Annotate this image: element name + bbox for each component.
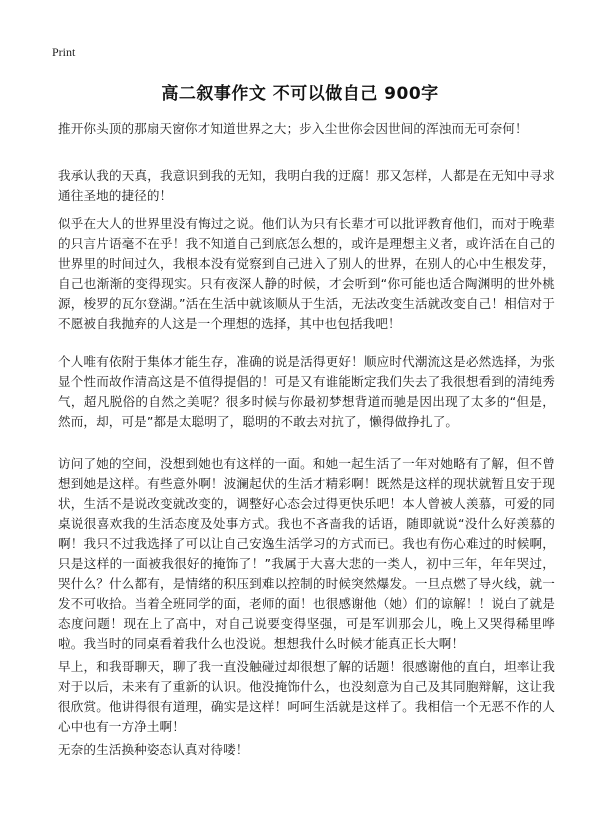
paragraph: 推开你头顶的那扇天窗你才知道世界之大；步入尘世你会因世间的浑浊而无可奈何！ xyxy=(58,121,528,136)
paragraph: 似乎在大人的世界里没有悔过之说。他们认为只有长辈才可以批评教育他们，而对于晚辈的只言片语毫不在乎！我不知道自己到底怎么想的，或许是理想主义者，或许活在自己的世界里的时间过久，我根本没有觉察到自己进入了别人的世界，在别人的心中生根发芽，自己也渐渐的变得现实。只有夜深人静的时候，才会听到“你可能也适合陶渊明的世外桃源，梭罗的瓦尔登湖。”活在生活中就该顺从于生活，无法改变生活就改变自己！相信对于不愿被自我抛弃的人这是一个理想的选择，其中也包括我吧！ xyxy=(58,216,555,331)
paragraph: 早上，和我哥聊天，聊了我一直没触碰过却很想了解的话题！很感谢他的直白，坦率让我对于以后，未来有了重新的认识。他没掩饰什么，也没刻意为自己及其同胞辩解，这让我很欣赏。他讲得很有道理，确实是这样！呵呵生活就是这样了。我相信一个无恶不作的人心中也有一方净土啊！ xyxy=(58,659,555,734)
document-title: 高二叙事作文 不可以做自己 900字 xyxy=(161,84,439,104)
paragraph: 无奈的生活换种姿态认真对待喽！ xyxy=(58,742,249,757)
paragraph: 访问了她的空间，没想到她也有这样的一面。和她一起生活了一年对她略有了解，但不曾想到她是这样。有些意外啊！波澜起伏的生活才精彩啊！既然是这样的现状就暂且安于现状，生活不是说改变就改变的，调整好心态会过得更快乐吧！本人曾被人羡慕，可爱的同桌说很喜欢我的生活态度及处事方式。我也不吝啬我的话语，随即就说“没什么好羡慕的啊！我只不过我选择了可以让自己安逸生活学习的方式而已。我也有伤心难过的时候啊，只是这样的一面被我很好的掩饰了！”我属于大喜大悲的一类人，初中三年，年年哭过，哭什么？什么都有，是情绪的积压到难以控制的时候突然爆发。一旦点燃了导火线，就一发不可收拾。当着全班同学的面，老师的面！也很感谢他（她）们的谅解！！说白了就是态度问题！现在上了高中，对自己说要变得坚强，可是军训那会儿，晚上又哭得稀里哗啦。我当时的同桌看着我什么也没说。想想我什么时候才能真正长大啊！ xyxy=(58,456,555,651)
paragraph: 个人唯有依附于集体才能生存，准确的说是活得更好！顺应时代潮流这是必然选择，为张显个性而故作清高这是不值得提倡的！可是又有谁能断定我们失去了我很想看到的清纯秀气，超凡脱俗的自然之美呢？很多时候与你最初梦想背道而驰是因出现了太多的“但是，然而，却，可是”都是太聪明了，聪明的不敢去对抗了，懒得做挣扎了。 xyxy=(58,354,555,429)
print-label: Print xyxy=(52,45,76,59)
paragraph: 我承认我的天真，我意识到我的无知，我明白我的迂腐！那又怎样，人都是在无知中寻求通往圣地的捷径的！ xyxy=(58,168,555,203)
